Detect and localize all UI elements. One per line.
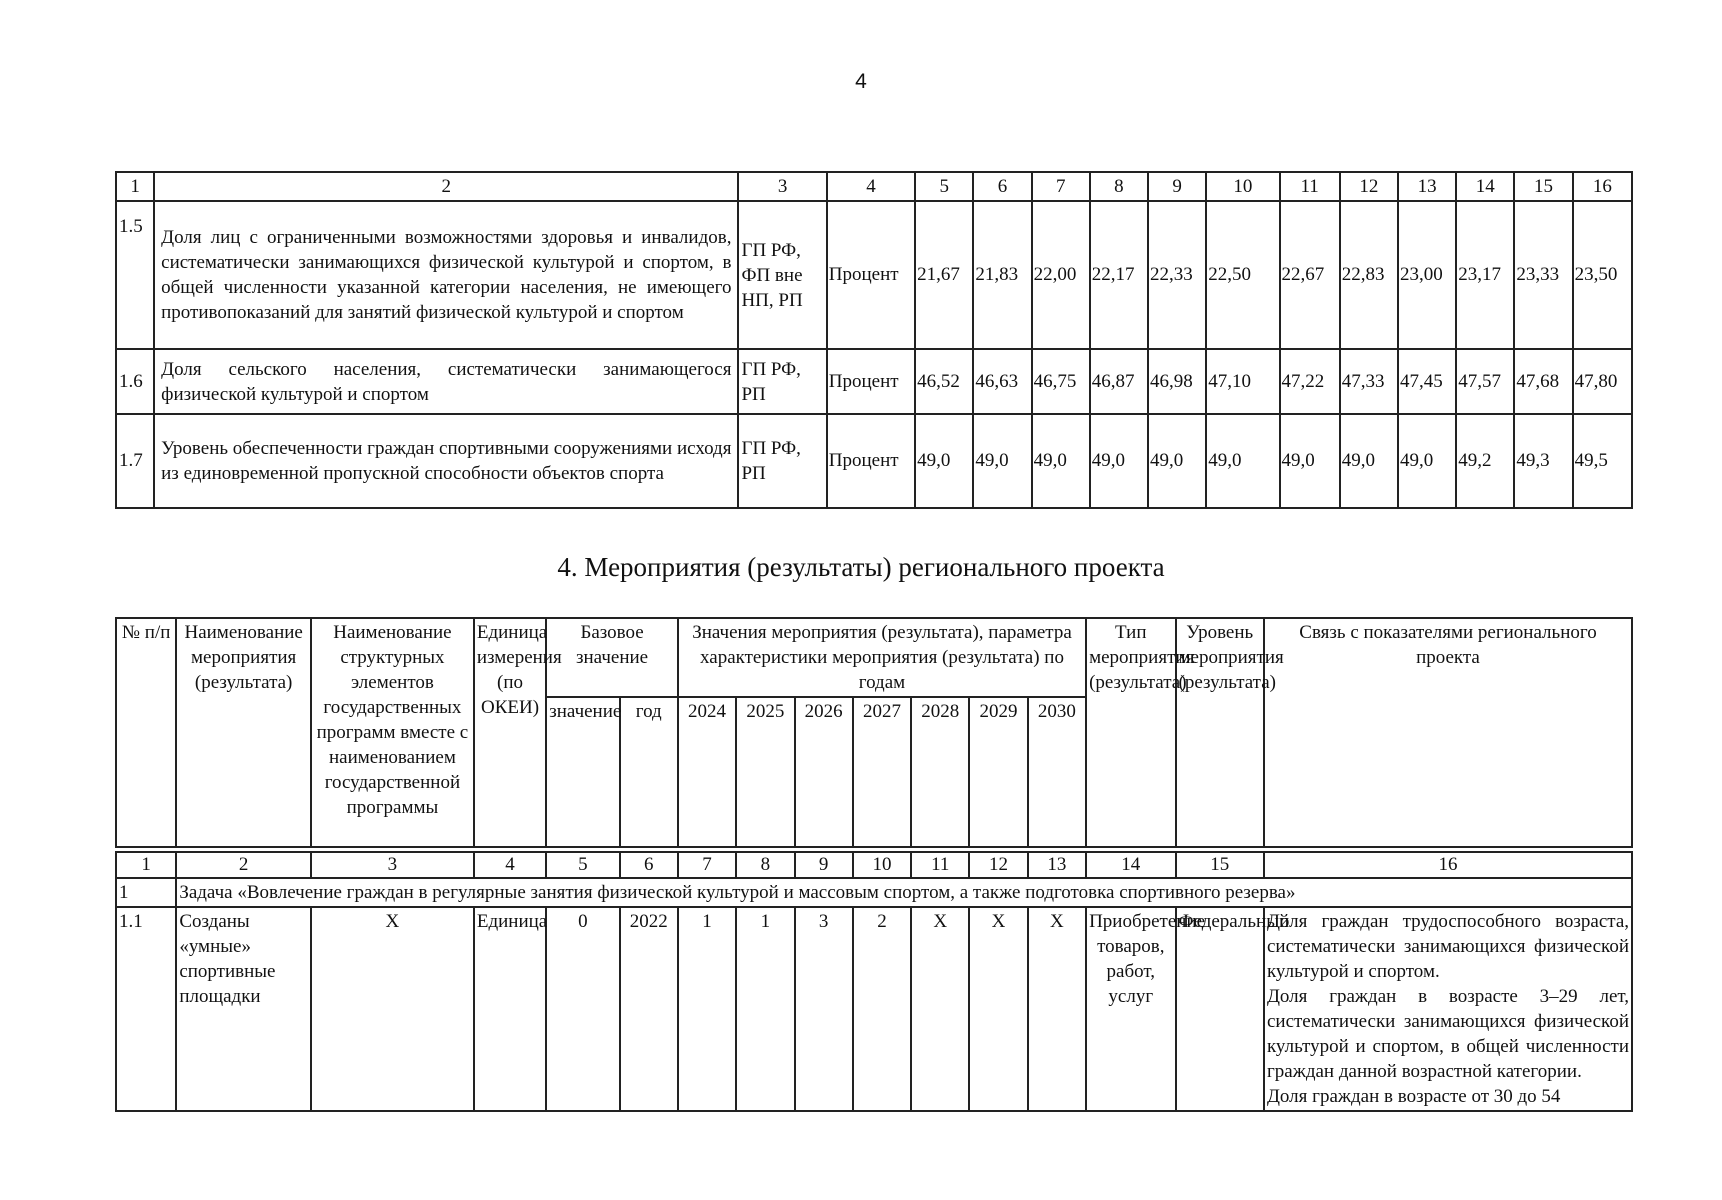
col-number: 8 [736,852,794,878]
indicator-value: 49,0 [1148,414,1206,508]
table-row [116,349,1632,414]
indicator-value: 46,63 [973,349,1031,414]
header-base-value-value: значение [546,697,619,847]
col-number: 11 [911,852,969,878]
indicator-value: 46,87 [1090,349,1148,414]
event-level: Федеральный [1176,907,1264,1111]
indicator-value: 49,0 [973,414,1031,508]
header-year: 2029 [969,697,1027,847]
row-number: 1.5 [116,201,154,349]
col-number: 4 [474,852,546,878]
header-year: 2028 [911,697,969,847]
indicators-header-row [116,172,1632,201]
header-year: 2024 [678,697,736,847]
indicator-value: 46,75 [1032,349,1090,414]
base-value: 0 [546,907,619,1111]
header-structural-elements: Наименование структурных элементов государственных программ вместе с наименованием государственной программы [311,618,474,847]
col-number: 9 [1148,172,1206,201]
indicator-value: 47,22 [1280,349,1340,414]
indicator-source: ГП РФ, РП [738,349,826,414]
col-number: 6 [973,172,1031,201]
col-number: 11 [1280,172,1340,201]
col-number: 1 [116,172,154,201]
indicator-source: ГП РФ, ФП вне НП, РП [738,201,826,349]
col-number: 1 [116,852,176,878]
indicator-unit: Процент [827,201,915,349]
indicator-link: Доля граждан трудоспособного возраста, систематически занимающихся физической культурой и спортом. [1266,911,1629,982]
col-number: 8 [1090,172,1148,201]
col-number: 16 [1264,852,1632,878]
year-value: 2 [853,907,911,1111]
indicator-value: 23,33 [1514,201,1572,349]
task-title: Задача «Вовлечение граждан в регулярные занятия физической культурой и массовым спортом, а также подготовка спортивного резерва» [176,878,1632,907]
table-row [116,201,1632,349]
indicator-value: 49,3 [1514,414,1572,508]
col-number: 5 [546,852,619,878]
indicator-value: 49,0 [1398,414,1456,508]
indicator-value: 22,83 [1340,201,1398,349]
indicator-value: 23,00 [1398,201,1456,349]
indicator-unit: Процент [827,414,915,508]
row-number: 1.1 [116,907,176,1111]
indicator-value: 22,33 [1148,201,1206,349]
indicator-value: 22,17 [1090,201,1148,349]
col-number: 16 [1573,172,1632,201]
table-row [116,414,1632,508]
col-number: 9 [795,852,853,878]
col-number: 13 [1028,852,1086,878]
indicator-value: 23,50 [1573,201,1632,349]
indicator-value: 21,67 [915,201,973,349]
col-number: 12 [969,852,1027,878]
indicator-value: 22,00 [1032,201,1090,349]
col-number: 3 [311,852,474,878]
indicator-value: 49,5 [1573,414,1632,508]
indicator-value: 46,98 [1148,349,1206,414]
indicator-value: 22,67 [1280,201,1340,349]
header-base-value: Базовое значение [546,618,678,697]
year-value: X [969,907,1027,1111]
header-year: 2030 [1028,697,1086,847]
row-number: 1.7 [116,414,154,508]
indicator-value: 22,50 [1206,201,1279,349]
events-table [115,617,1633,1112]
header-unit: Единица измерения (по ОКЕИ) [474,618,546,847]
header-year: 2027 [853,697,911,847]
col-number: 15 [1176,852,1264,878]
col-number: 4 [827,172,915,201]
indicator-value: 49,0 [915,414,973,508]
indicator-value: 49,0 [1206,414,1279,508]
task-row [116,878,1632,907]
indicator-link: Доля граждан в возрасте 3–29 лет, систематически занимающихся физической культурой и спортом, в общей численности граждан данной возрастной категории. [1266,986,1629,1082]
events-header-row [116,618,1632,697]
indicator-value: 47,10 [1206,349,1279,414]
col-number: 2 [154,172,738,201]
section-title: 4. Мероприятия (результаты) регионального проекта [557,552,1165,582]
header-event-level: Уровень мероприятия (результата) [1176,618,1264,847]
col-number: 6 [620,852,678,878]
col-number: 15 [1514,172,1572,201]
year-value: 3 [795,907,853,1111]
indicator-value: 47,33 [1340,349,1398,414]
indicator-value: 47,45 [1398,349,1456,414]
structural-element: X [311,907,474,1111]
col-number: 7 [1032,172,1090,201]
event-type: Приобретение товаров, работ, услуг [1086,907,1175,1111]
header-number: № п/п [116,618,176,847]
indicator-name: Уровень обеспеченности граждан спортивными сооружениями исходя из единовременной пропускной способности объектов спорта [154,414,738,508]
indicator-value: 46,52 [915,349,973,414]
col-number: 14 [1456,172,1514,201]
indicator-name: Доля лиц с ограниченными возможностями здоровья и инвалидов, систематически занимающихся физической культурой и спортом, в общей численности указанной категории населения, не имеющего противопоказаний для занятий физической культурой и спортом [154,201,738,349]
task-number: 1 [116,878,176,907]
indicator-value: 47,57 [1456,349,1514,414]
col-number: 5 [915,172,973,201]
indicator-source: ГП РФ, РП [738,414,826,508]
event-name: Созданы «умные» спортивные площадки [176,907,311,1111]
col-number: 10 [853,852,911,878]
header-indicator-link: Связь с показателями регионального проекта [1264,618,1632,847]
col-number: 12 [1340,172,1398,201]
header-year: 2026 [795,697,853,847]
header-values-by-year: Значения мероприятия (результата), параметра характеристики мероприятия (результата) по годам [678,618,1086,697]
year-value: X [911,907,969,1111]
col-number: 13 [1398,172,1456,201]
column-number-row [116,852,1632,878]
col-number: 7 [678,852,736,878]
indicators-table [115,171,1633,509]
indicator-value: 47,80 [1573,349,1632,414]
indicator-value: 47,68 [1514,349,1572,414]
col-number: 10 [1206,172,1279,201]
indicator-links [1264,907,1632,1111]
year-value: X [1028,907,1086,1111]
header-event-name: Наименование мероприятия (результата) [176,618,311,847]
year-value: 1 [736,907,794,1111]
base-year: 2022 [620,907,678,1111]
header-year: 2025 [736,697,794,847]
event-unit: Единица [474,907,546,1111]
indicator-value: 49,0 [1090,414,1148,508]
indicator-unit: Процент [827,349,915,414]
indicator-value: 49,0 [1032,414,1090,508]
indicator-value: 49,0 [1340,414,1398,508]
col-number: 14 [1086,852,1175,878]
indicator-value: 49,2 [1456,414,1514,508]
col-number: 2 [176,852,311,878]
header-base-value-year: год [620,697,678,847]
indicator-value: 21,83 [973,201,1031,349]
row-number: 1.6 [116,349,154,414]
header-event-type: Тип мероприятия (результата) [1086,618,1175,847]
indicator-link: Доля граждан в возрасте от 30 до 54 [1266,1086,1561,1107]
indicator-value: 49,0 [1280,414,1340,508]
year-value: 1 [678,907,736,1111]
page-number: 4 [855,70,867,93]
table-row [116,907,1632,1111]
col-number: 3 [738,172,826,201]
indicator-name: Доля сельского населения, систематически занимающегося физической культурой и спортом [154,349,738,414]
indicator-value: 23,17 [1456,201,1514,349]
